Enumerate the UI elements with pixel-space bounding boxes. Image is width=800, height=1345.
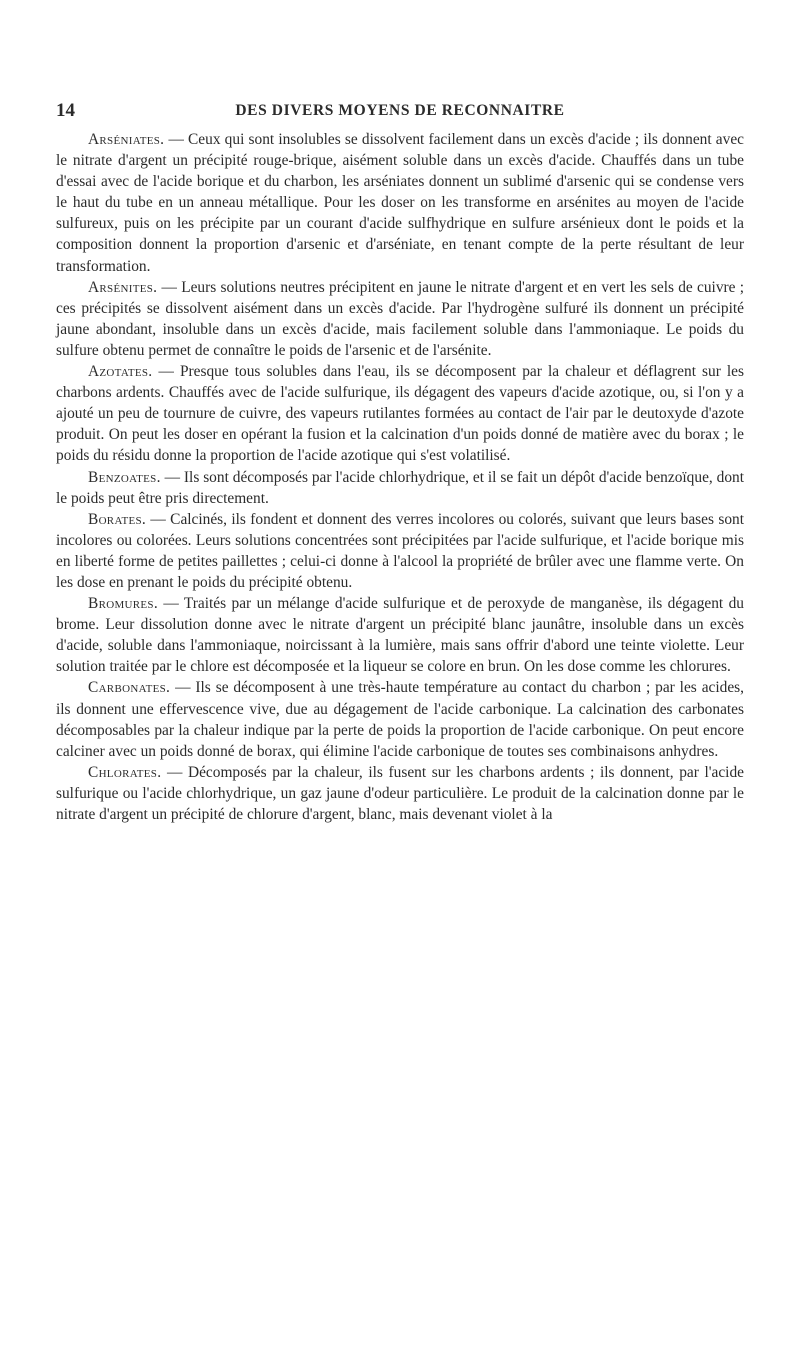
- entry-term: Bromures.: [88, 595, 158, 613]
- entry-term: Azotates.: [88, 363, 153, 381]
- entry-text: — Ils se décomposent à une très-haute température au contact du charbon ; par les acides, ils donnent une effervescence vive, due au dégagement de l'acide carbonique. La calcination des carbonates décomposables par la chaleur indique par la perte de poids la proportion de l'acide carbonique. On peut encore calciner avec un poids donné de borax, qui élimine l'acide carbonique de toutes ses combinaisons anhydres.: [56, 679, 744, 760]
- entry-term: Borates.: [88, 510, 147, 528]
- paragraph-chlorates: [56, 762, 744, 825]
- paragraph-bromures: [56, 593, 744, 677]
- entry-term: Carbonates.: [88, 679, 171, 697]
- paragraph-carbonates: [56, 677, 744, 761]
- paragraph-borates: [56, 509, 744, 593]
- entry-term: Arsénites.: [88, 278, 158, 296]
- entry-text: — Calcinés, ils fondent et donnent des verres incolores ou colorés, suivant que leurs bases sont incolores ou colorées. Leurs solutions concentrées sont précipitées par l'acide sulfurique, et l'acide borique mis en liberté forme de petites paillettes ; celui-ci donne à l'alcool la propriété de brûler avec une flamme verte. On les dose en prenant le poids du précipité obtenu.: [56, 510, 744, 591]
- entry-term: Arséniates.: [88, 131, 165, 148]
- entry-text: — Ceux qui sont insolubles se dissolvent facilement dans un excès d'acide ; ils donnent avec le nitrate d'argent un précipité rouge-brique, aisément soluble dans un excès d'acide. Chauffés dans un tube d'essai avec de l'acide borique et du charbon, les arséniates donnent un sublimé d'arsenic qui se condense vers le haut du tube en un anneau métallique. Pour les doser on les transforme en arsénites au moyen de l'acide sulfureux, puis on les précipite par un courant d'acide sulfhydrique en sulfure arsénieux dont le poids et la composition donnent la proportion d'arsenic et d'arséniate, en tenant compte de la perte résultant de leur transformation.: [56, 131, 744, 275]
- entry-text: — Ils sont décomposés par l'acide chlorhydrique, et il se fait un dépôt d'acide benzoïque, dont le poids peut être pris directement.: [56, 468, 744, 507]
- page-body: [56, 129, 744, 825]
- entry-text: — Presque tous solubles dans l'eau, ils se décomposent par la chaleur et déflagrent sur les charbons ardents. Chauffés avec de l'acide sulfurique, ils dégagent des vapeurs d'acide azotique, ou, si l'on y a ajouté un peu de tournure de cuivre, des vapeurs rutilantes formées au contact de l'air par le deutoxyde d'azote produit. On peut les doser en opérant la fusion et la calcination d'un poids donné de matière avec du borax ; le poids du résidu donne la proportion de l'acide azotique qui s'est volatilisé.: [56, 363, 744, 465]
- paragraph-azotates: [56, 361, 744, 466]
- paragraph-benzoates: [56, 467, 744, 509]
- page-number: 14: [56, 100, 75, 121]
- entry-text: — Leurs solutions neutres précipitent en jaune le nitrate d'argent et en vert les sels de cuivre ; ces précipités se dissolvent aisément dans un excès d'acide. Par l'hydrogène sulfuré ils donnent un précipité jaune abondant, insoluble dans un excès d'acide, mais facilement soluble dans l'ammoniaque. Le poids du sulfure obtenu permet de connaître le poids de l'arsenic et de l'arsénite.: [56, 278, 744, 359]
- paragraph-arseniates: [56, 129, 744, 277]
- running-head: DES DIVERS MOYENS DE RECONNAITRE: [235, 102, 565, 119]
- paragraph-arsenites: [56, 277, 744, 361]
- entry-text: — Décomposés par la chaleur, ils fusent sur les charbons ardents ; ils donnent, par l'acide sulfurique ou l'acide chlorhydrique, un gaz jaune d'odeur particulière. Le produit de la calcination donne par le nitrate d'argent un précipité de chlorure d'argent, blanc, mais devenant violet à la: [56, 763, 744, 823]
- entry-text: — Traités par un mélange d'acide sulfurique et de peroxyde de manganèse, ils dégagent du brome. Leur dissolution donne avec le nitrate d'argent un précipité blanc jaunâtre, insoluble dans un excès d'acide, soluble dans l'ammoniaque, noircissant à la lumière, mais sans offrir d'abord une teinte violette. Leur solution traitée par le chlore est décomposée et la liqueur se colore en brun. On les dose comme les chlorures.: [56, 595, 744, 676]
- entry-term: Chlorates.: [88, 763, 162, 781]
- page-header: [56, 100, 744, 124]
- entry-term: Benzoates.: [88, 468, 161, 486]
